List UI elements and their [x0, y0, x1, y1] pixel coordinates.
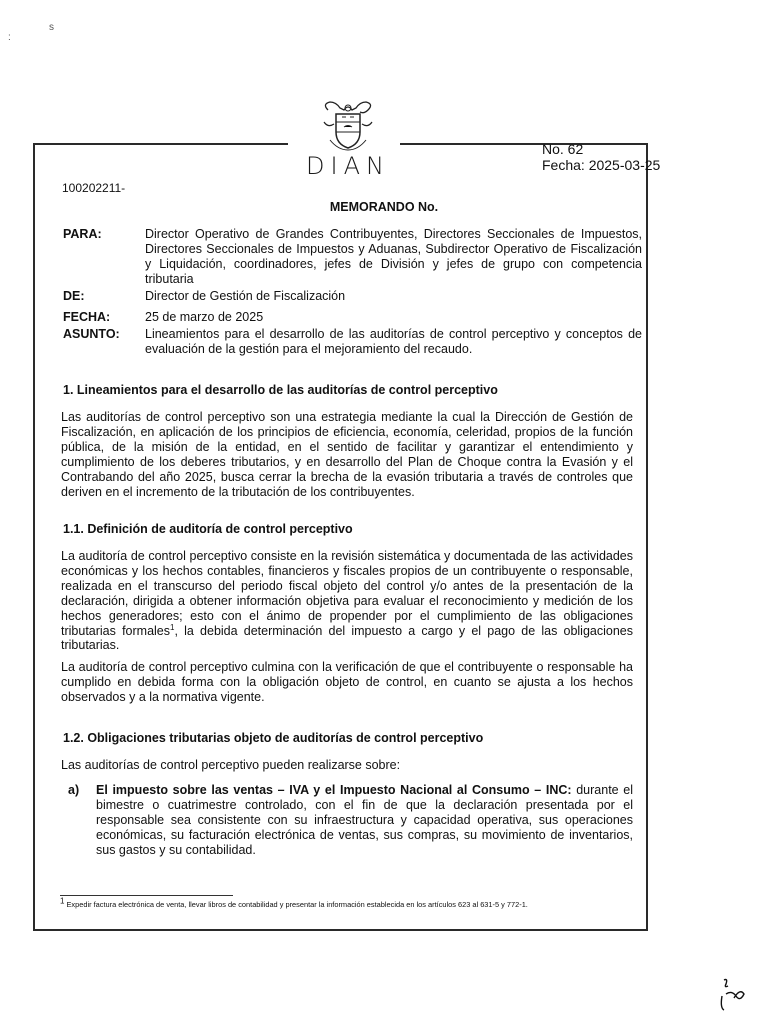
paragraph: La auditoría de control perceptivo culmina con la verificación de que el contribuyente o responsable ha cumplido en debida forma con la obligación objeto de control, en cuanto se ajusta a los hechos observados y a la normativa vigente. — [61, 660, 633, 704]
field-label: ASUNTO: — [63, 327, 120, 341]
section-heading: 1.2. Obligaciones tributarias objeto de auditorías de control perceptivo — [63, 731, 484, 745]
list-item-text: durante el bimestre o cuatrimestre controlado, con el fin de que la declaración presentada por el responsable sea consistente con su infraestructura y capacidad operativa, sus operaciones económicas, su facturación electrónica de ventas, sus compras, su movimiento de inventarios, sus gastos y su contabilidad. — [96, 783, 633, 857]
field-value: Director de Gestión de Fiscalización — [145, 289, 346, 303]
paragraph — [61, 549, 633, 653]
frame-top-border — [33, 143, 288, 145]
field-value: 25 de marzo de 2025 — [145, 310, 264, 324]
paragraph-text: La auditoría de control perceptivo consiste en la revisión sistemática y documentada de las actividades económicas y los hechos contables, financieros y fiscales propios de un contribuyente o responsable, realizada en el transcurso del periodo fiscal objeto del control y/o antes de la presentación de la declaración, dirigida a obtener información objetiva para evaluar el reconocimiento y medición de los hechos generadores; esto con el ánimo de propender por el cumplimiento de las obligaciones tributarias formales — [61, 549, 633, 638]
field-label: PARA: — [63, 227, 102, 241]
section-heading: 1. Lineamientos para el desarrollo de las auditorías de control perceptivo — [63, 383, 498, 397]
memo-title: MEMORANDO No. — [329, 200, 439, 214]
list-item — [96, 783, 633, 858]
list-item-title: El impuesto sobre las ventas – IVA y el Impuesto Nacional al Consumo – INC: — [96, 783, 572, 797]
field-label: FECHA: — [63, 310, 111, 324]
footnote-ref: 1 — [170, 622, 175, 632]
memo-date: Fecha: 2025-03-25 — [542, 157, 661, 173]
footnote-divider — [60, 895, 233, 896]
margin-mark: s — [49, 22, 54, 33]
document-number-box — [542, 141, 660, 173]
field-value: Director Operativo de Grandes Contribuyentes, Directores Seccionales de Impuestos, Directores Seccionales de Impuestos y Aduanas, Subdirector Operativo de Fiscalización y Liquidación, coordinadores, jefes de División y jefes de grupo con competencia tributaria — [145, 227, 642, 286]
logo-wordmark: DIAN — [306, 152, 390, 180]
memo-number: No. 62 — [542, 141, 584, 157]
initials-signature — [718, 976, 746, 1012]
field-label: DE: — [63, 289, 85, 303]
reference-code: 100202211- — [62, 181, 126, 195]
list-marker: a) — [68, 783, 80, 797]
footnote-marker: 1 — [60, 896, 65, 906]
paragraph-text: , la debida determinación del impuesto a cargo y el pago de las obligaciones tributarias. — [61, 623, 633, 653]
field-value: Lineamientos para el desarrollo de las auditorías de control perceptivo y conceptos de evaluación de la gestión para el mejoramiento del recaudo. — [145, 327, 642, 356]
section-heading: 1.1. Definición de auditoría de control perceptivo — [63, 522, 353, 536]
margin-mark: : — [8, 32, 11, 43]
footnote — [60, 896, 637, 910]
paragraph: Las auditorías de control perceptivo son una estrategia mediante la cual la Dirección de Gestión de Fiscalización, en aplicación de los principios de eficiencia, economía, celeridad, propios de la función pública, de la misión de la entidad, en el sentido de facilitar y garantizar el entendimiento y cumplimiento de los deberes tributarios, y en desarrollo del Plan de Choque contra la Evasión y el Contrabando del año 2025, busca cerrar la brecha de la evasión tributaria a través de controles que deriven en el incremento de la tributación de los contribuyentes. — [61, 410, 633, 499]
footnote-text: Expedir factura electrónica de venta, llevar libros de contabilidad y presentar la información establecida en los artículos 623 al 631-5 y 772-1. — [64, 900, 528, 909]
paragraph: Las auditorías de control perceptivo pueden realizarse sobre: — [61, 758, 401, 772]
